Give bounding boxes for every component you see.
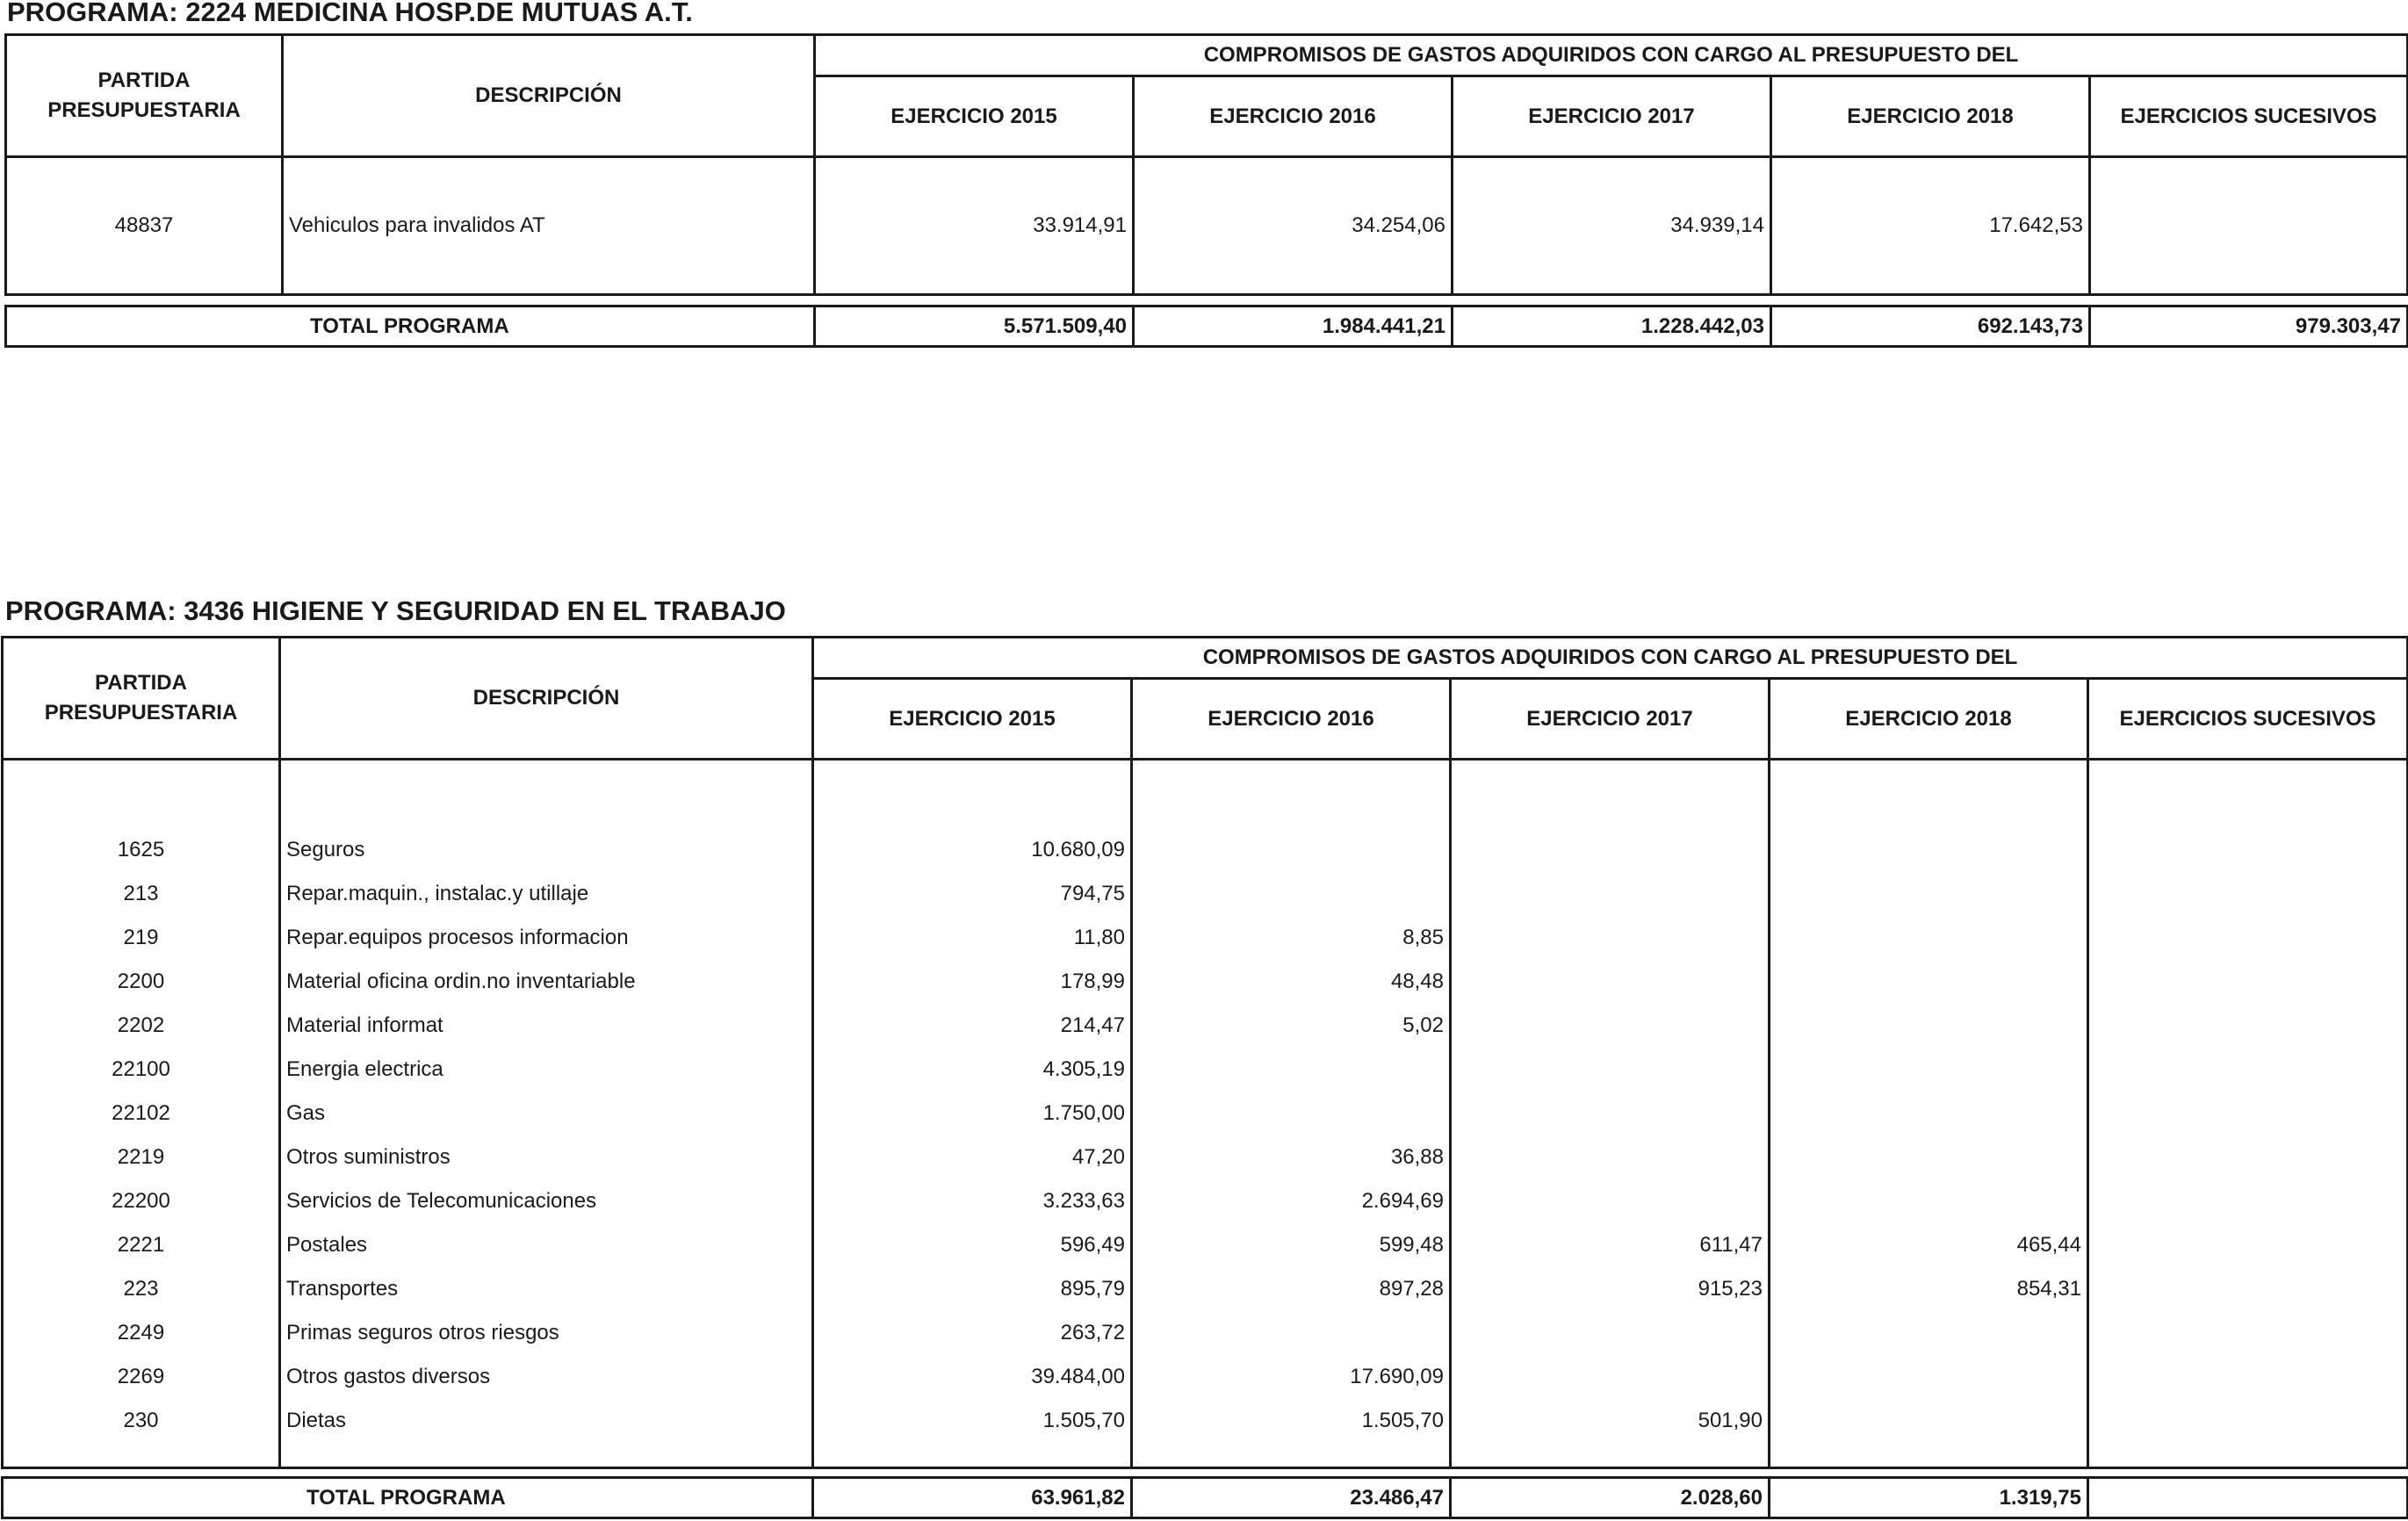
cell-value: 214,47	[1060, 1013, 1125, 1037]
header-descripcion: DESCRIPCIÓN	[280, 638, 813, 760]
cell-value	[1770, 1135, 2087, 1179]
cell-value: 48,48	[1390, 970, 1444, 993]
cell-value: 5,02	[1402, 1013, 1444, 1037]
col-descripcion	[280, 760, 813, 1468]
cell-value: 8,85	[1402, 926, 1444, 949]
cell-value	[2089, 1092, 2406, 1135]
cell-value: 915,23	[1698, 1277, 1763, 1301]
cell-value: 596,49	[1060, 1233, 1125, 1257]
cell-descripcion: Postales	[286, 1233, 368, 1257]
total-label: TOTAL PROGRAMA	[6, 306, 815, 347]
cell-partida: 1625	[117, 838, 165, 861]
cell-value: 34.939,14	[1453, 157, 1771, 295]
cell-value	[1770, 828, 2087, 872]
header-year: EJERCICIO 2016	[1134, 76, 1453, 157]
header-year: EJERCICIO 2015	[815, 76, 1134, 157]
cell-descripcion: Repar.equipos procesos informacion	[286, 926, 629, 949]
header-partida: PARTIDA PRESUPUESTARIA	[6, 35, 283, 157]
cell-value	[2089, 960, 2406, 1004]
cell-value	[1133, 1311, 1449, 1355]
cell-value	[1133, 828, 1449, 872]
cell-partida: 22100	[112, 1057, 170, 1081]
cell-partida: 2269	[117, 1365, 165, 1388]
cell-value	[1452, 960, 1768, 1004]
cell-partida: 2202	[117, 1013, 165, 1037]
cell-value	[1770, 1048, 2087, 1092]
cell-value: 2.694,69	[1361, 1189, 1444, 1213]
total-value: 1.319,75	[1770, 1478, 2088, 1518]
col-ejercicio-2017	[1451, 760, 1770, 1468]
cell-value	[2089, 1004, 2406, 1048]
cell-value	[2089, 828, 2406, 872]
total-value: 2.028,60	[1451, 1478, 1770, 1518]
cell-descripcion: Primas seguros otros riesgos	[286, 1321, 559, 1344]
cell-partida: 2200	[117, 970, 165, 993]
cell-partida: 22200	[112, 1189, 170, 1213]
cell-partida: 213	[123, 882, 159, 905]
header-year: EJERCICIO 2018	[1770, 679, 2088, 760]
cell-value: 36,88	[1390, 1145, 1444, 1169]
cell-value: 1.505,70	[1361, 1409, 1444, 1432]
cell-value	[1770, 1399, 2087, 1443]
cell-partida: 223	[123, 1277, 159, 1301]
total-value: 5.571.509,40	[815, 306, 1134, 347]
header-year: EJERCICIO 2018	[1771, 76, 2090, 157]
cell-value	[2089, 872, 2406, 916]
cell-value	[2089, 916, 2406, 960]
cell-descripcion: Material oficina ordin.no inventariable	[286, 970, 636, 993]
total-table	[4, 305, 2408, 348]
cell-value	[1770, 1004, 2087, 1048]
header-partida: PARTIDA PRESUPUESTARIA	[3, 638, 280, 760]
cell-value: 3.233,63	[1042, 1189, 1125, 1213]
col-ejercicio-2015	[813, 760, 1132, 1468]
cell-value: 599,48	[1379, 1233, 1444, 1257]
cell-partida: 2219	[117, 1145, 165, 1169]
total-row	[6, 306, 2408, 347]
col-ejercicio-2018	[1770, 760, 2088, 1468]
cell-value: 34.254,06	[1134, 157, 1453, 295]
cell-value	[1452, 872, 1768, 916]
cell-value: 11,80	[1073, 926, 1125, 949]
program-table	[4, 33, 2408, 296]
total-value: 23.486,47	[1132, 1478, 1451, 1518]
col-ejercicios-sucesivos	[2088, 760, 2408, 1468]
total-table	[1, 1476, 2408, 1519]
cell-descripcion: Otros gastos diversos	[286, 1365, 491, 1388]
cell-descripcion: Gas	[286, 1101, 326, 1125]
cell-value	[1770, 1092, 2087, 1135]
cell-value: 17.642,53	[1771, 157, 2090, 295]
cell-value	[2089, 1135, 2406, 1179]
header-group: COMPROMISOS DE GASTOS ADQUIRIDOS CON CARGO AL PRESUPUESTO DEL	[813, 638, 2408, 679]
cell-value: 611,47	[1699, 1233, 1763, 1257]
table-row	[6, 157, 2408, 295]
cell-value	[1452, 1004, 1768, 1048]
col-ejercicio-2016	[1132, 760, 1451, 1468]
cell-value: 1.505,70	[1042, 1409, 1125, 1432]
cell-value	[2090, 157, 2408, 295]
cell-value: 897,28	[1379, 1277, 1444, 1301]
cell-partida: 2249	[117, 1321, 165, 1344]
total-label: TOTAL PROGRAMA	[3, 1478, 813, 1518]
cell-value: 465,44	[2016, 1233, 2081, 1257]
total-value	[2088, 1478, 2408, 1518]
header-descripcion: DESCRIPCIÓN	[283, 35, 815, 157]
program-title: PROGRAMA: 3436 HIGIENE Y SEGURIDAD EN EL TRABAJO	[5, 595, 786, 626]
cell-value: 10.680,09	[1031, 838, 1125, 861]
cell-value	[1452, 1048, 1768, 1092]
header-year: EJERCICIOS SUCESIVOS	[2090, 76, 2408, 157]
total-value: 1.984.441,21	[1134, 306, 1453, 347]
cell-value: 1.750,00	[1042, 1101, 1125, 1125]
total-value: 63.961,82	[813, 1478, 1132, 1518]
table-body	[3, 760, 2408, 1468]
cell-value: 17.690,09	[1350, 1365, 1444, 1388]
header-year: EJERCICIO 2017	[1451, 679, 1770, 760]
cell-value	[1770, 1179, 2087, 1223]
cell-partida: 48837	[6, 157, 283, 295]
cell-value	[2089, 1355, 2406, 1399]
total-value: 979.303,47	[2090, 306, 2408, 347]
cell-value	[2089, 1267, 2406, 1311]
cell-value: 794,75	[1060, 882, 1125, 905]
cell-descripcion: Transportes	[286, 1277, 399, 1301]
cell-descripcion: Repar.maquin., instalac.y utillaje	[286, 882, 589, 905]
cell-descripcion: Otros suministros	[286, 1145, 451, 1169]
cell-value	[1133, 1048, 1449, 1092]
header-year: EJERCICIO 2016	[1132, 679, 1451, 760]
total-row	[3, 1478, 2408, 1518]
cell-value: 47,20	[1071, 1145, 1125, 1169]
header-year: EJERCICIO 2017	[1453, 76, 1771, 157]
cell-value	[1452, 1179, 1768, 1223]
cell-value: 39.484,00	[1031, 1365, 1125, 1388]
cell-value	[1452, 1311, 1768, 1355]
header-group: COMPROMISOS DE GASTOS ADQUIRIDOS CON CARGO AL PRESUPUESTO DEL	[815, 35, 2408, 76]
col-partida	[3, 760, 280, 1468]
program-title: PROGRAMA: 2224 MEDICINA HOSP.DE MUTUAS A.T.	[7, 0, 693, 27]
cell-value: 854,31	[2016, 1277, 2081, 1301]
cell-value: 501,90	[1698, 1409, 1763, 1432]
cell-value	[1770, 1311, 2087, 1355]
cell-descripcion: Dietas	[286, 1409, 347, 1432]
cell-value	[1770, 916, 2087, 960]
cell-partida: 219	[123, 926, 159, 949]
cell-value	[1770, 960, 2087, 1004]
cell-partida: 2221	[117, 1233, 165, 1257]
cell-descripcion: Energia electrica	[286, 1057, 443, 1081]
cell-value: 33.914,91	[815, 157, 1134, 295]
cell-value	[1133, 872, 1449, 916]
cell-descripcion: Material informat	[286, 1013, 443, 1037]
cell-partida: 22102	[112, 1101, 170, 1125]
cell-value	[1133, 1092, 1449, 1135]
total-value: 692.143,73	[1771, 306, 2090, 347]
program-table	[1, 636, 2408, 1469]
cell-value	[1770, 872, 2087, 916]
cell-value: 263,72	[1060, 1321, 1125, 1344]
cell-value	[1452, 1135, 1768, 1179]
cell-value: 895,79	[1060, 1277, 1125, 1301]
header-year: EJERCICIO 2015	[813, 679, 1132, 760]
cell-value	[1770, 1355, 2087, 1399]
cell-value	[2089, 1179, 2406, 1223]
cell-partida: 230	[123, 1409, 159, 1432]
cell-value	[1452, 1092, 1768, 1135]
cell-value: 178,99	[1060, 970, 1125, 993]
cell-value	[1452, 916, 1768, 960]
header-year: EJERCICIOS SUCESIVOS	[2088, 679, 2408, 760]
cell-descripcion: Seguros	[286, 838, 365, 861]
cell-value: 4.305,19	[1042, 1057, 1125, 1081]
cell-value	[2089, 1223, 2406, 1267]
cell-value	[1452, 1355, 1768, 1399]
cell-value	[2089, 1399, 2406, 1443]
cell-value	[1452, 828, 1768, 872]
cell-descripcion: Vehiculos para invalidos AT	[283, 157, 815, 295]
total-value: 1.228.442,03	[1453, 306, 1771, 347]
cell-value	[2089, 1311, 2406, 1355]
cell-descripcion: Servicios de Telecomunicaciones	[286, 1189, 597, 1213]
cell-value	[2089, 1048, 2406, 1092]
